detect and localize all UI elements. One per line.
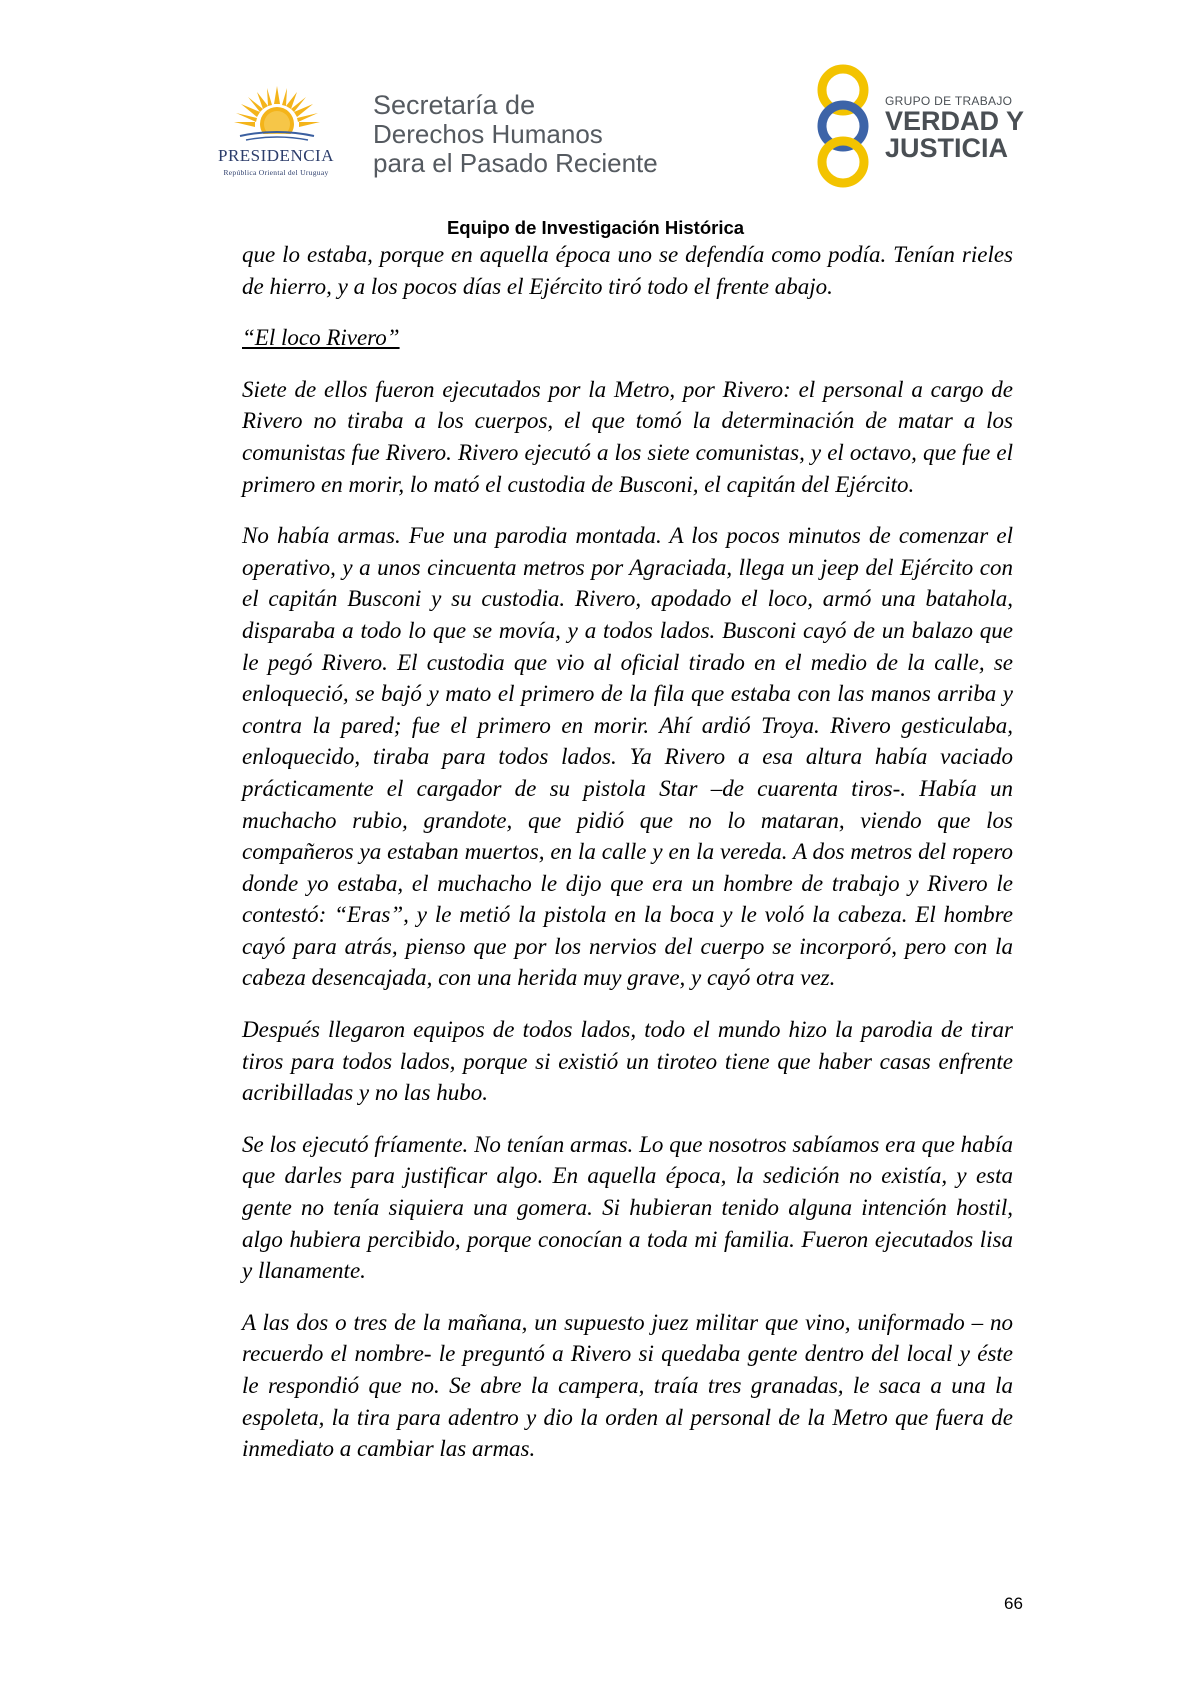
paragraph: A las dos o tres de la mañana, un supuesto juez militar que vino, uniformado – no recuerdo el nombre- le preguntó a Rivero si quedaba gente dentro del local y éste le respondió que no. Se abre la campera, traía tres granadas, le saca a una la espoleta, la tira para adentro y dio la orden al personal de la Metro que fuera de inmediato a cambiar las armas. [242,1309,1013,1462]
secretaria-logo-text [373,90,658,178]
page-header [0,0,1191,210]
presidencia-logo [196,84,356,184]
paragraph: que lo estaba, porque en aquella época uno se defendía como podía. Tenían rieles de hierro, y a los pocos días el Ejército tiró todo el frente abajo. [242,242,1013,299]
interlocked-rings-icon [805,64,881,188]
subsection-title: “El loco Rivero” [242,325,400,351]
verdad-justicia-logo [805,64,1025,188]
paragraph: Después llegaron equipos de todos lados, todo el mundo hizo la parodia de tirar tiros para todos lados, porque si existió un tiroteo tiene que haber casas enfrente acribilladas y no las hubo. [242,1017,1013,1106]
section-heading: Equipo de Investigación Histórica [446,217,745,238]
gtvj-group-label: GRUPO DE TRABAJO [885,94,1013,108]
secretaria-line-1: Secretaría de [373,90,536,120]
document-body [242,239,1013,1485]
gtvj-title-line-1: VERDAD Y [885,106,1025,136]
secretaria-line-2: Derechos Humanos [373,119,603,149]
paragraph: Siete de ellos fueron ejecutados por la Metro, por Rivero: el personal a cargo de Rivero no tiraba a los cuerpos, el que tomó la determinación de matar a los comunistas fue Rivero. Rivero ejecutó a los siete comunistas, y el octavo, que fue el primero en morir, lo mató el custodia de Busconi, el capitán del Ejército. [242,376,1013,497]
gtvj-title-line-2: JUSTICIA [885,133,1009,163]
sun-emblem-icon [232,84,322,142]
paragraph: No había armas. Fue una parodia montada. A los pocos minutos de comenzar el operativo, y a unos cincuenta metros por Agraciada, llega un jeep del Ejército con el capitán Busconi y su custodia. Rivero, apodado el loco, armó una batahola, disparaba a todo lo que se movía, y a todos lados. Busconi cayó de un balazo que le pegó Rivero. El custodia que vio al oficial tirado en el medio de la calle, se enloqueció, se bajó y mato el primero de la fila que estaba con las manos arriba y contra la pared; fue el primero en morir. Ahí ardió Troya. Rivero gesticulaba, enloquecido, tiraba para todos lados. Ya Rivero a esa altura había vaciado prácticamente el cargador de su pistola Star –de cuarenta tiros-. Había un muchacho rubio, grandote, que pidió que no lo mataran, viendo que los compañeros ya estaban muertos, en la calle y en la vereda. A dos metros del ropero donde yo estaba, el muchacho le dijo que era un hombre de trabajo y Rivero le contestó: “Eras”, y le metió la pistola en la boca y le voló la cabeza. El hombre cayó para atrás, pienso que por los nervios del cuerpo se incorporó, pero con la cabeza desencajada, con una herida muy grave, y cayó otra vez. [242,523,1013,991]
paragraph: Se los ejecutó fríamente. No tenían armas. Lo que nosotros sabíamos era que había que darles para justificar algo. En aquella época, la sedición no existía, y esta gente no tenía siquiera una gomera. Si hubieran tenido alguna intención hostil, algo hubiera percibido, porque conocían a toda mi familia. Fueron ejecutados lisa y llanamente. [242,1131,1013,1284]
secretaria-line-3: para el Pasado Reciente [373,148,658,178]
presidencia-name: PRESIDENCIA [217,146,334,165]
page-number: 66 [1004,1594,1023,1613]
presidencia-subtitle: República Oriental del Uruguay [223,168,329,177]
